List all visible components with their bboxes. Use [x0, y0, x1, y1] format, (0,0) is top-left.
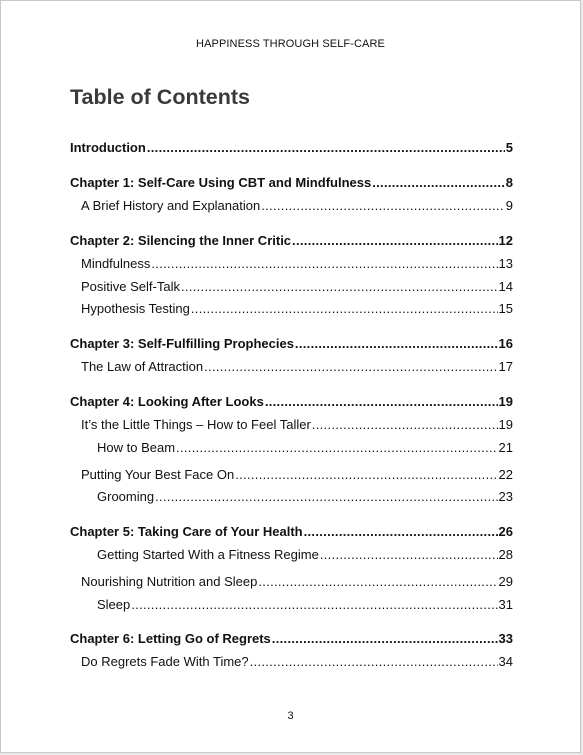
dot-leader [265, 394, 498, 410]
toc-entry-chapter-2[interactable] [70, 233, 513, 249]
toc-entry-label: Chapter 1: Self-Care Using CBT and Mindfulness [70, 175, 372, 190]
toc-entry-chapter-4[interactable] [70, 394, 513, 410]
dot-leader [191, 301, 498, 317]
dot-leader [261, 198, 505, 214]
toc-entry-nutrition-sleep[interactable] [81, 574, 513, 590]
toc-entry-introduction[interactable] [70, 140, 513, 156]
toc-entry-page: 19 [498, 394, 513, 409]
toc-entry-brief-history[interactable] [81, 198, 513, 214]
dot-leader [295, 336, 498, 352]
toc-entry-best-face[interactable] [81, 467, 513, 483]
dot-leader [304, 524, 498, 540]
toc-entry-label: How to Beam [97, 440, 176, 455]
toc-entry-page: 34 [498, 654, 513, 669]
toc-entry-law-of-attraction[interactable] [81, 359, 513, 375]
toc-entry-label: Chapter 2: Silencing the Inner Critic [70, 233, 292, 248]
toc-entry-sleep[interactable] [97, 597, 513, 613]
dot-leader [372, 175, 505, 191]
dot-leader [258, 574, 497, 590]
toc-entry-label: Chapter 3: Self-Fulfilling Prophecies [70, 336, 294, 351]
toc-entry-chapter-1[interactable] [70, 175, 513, 191]
toc-entry-page: 15 [498, 301, 513, 316]
toc-entry-page: 23 [498, 489, 513, 504]
dot-leader [131, 597, 497, 613]
dot-leader [204, 359, 497, 375]
toc-entry-page: 5 [505, 140, 513, 155]
dot-leader [312, 417, 498, 433]
toc-entry-label: Do Regrets Fade With Time? [81, 654, 249, 669]
toc-entry-page: 29 [498, 574, 513, 589]
running-header: HAPPINESS THROUGH SELF-CARE [196, 38, 385, 50]
toc-entry-hypothesis-testing[interactable] [81, 301, 513, 317]
toc-entry-page: 33 [498, 631, 513, 646]
toc-entry-label: Grooming [97, 489, 155, 504]
dot-leader [181, 279, 498, 295]
toc-entry-label: Putting Your Best Face On [81, 467, 235, 482]
page-number: 3 [287, 710, 294, 722]
toc-entry-label: Sleep [97, 597, 131, 612]
dot-leader [250, 654, 498, 670]
dot-leader [235, 467, 497, 483]
dot-leader [176, 440, 497, 456]
toc-entry-label: It’s the Little Things – How to Feel Taller [81, 417, 311, 432]
toc-entry-label: A Brief History and Explanation [81, 198, 261, 213]
toc-entry-page: 31 [498, 597, 513, 612]
toc-entry-grooming[interactable] [97, 489, 513, 505]
dot-leader [155, 489, 497, 505]
dot-leader [272, 631, 498, 647]
toc-entry-label: Mindfulness [81, 256, 151, 271]
toc-title: Table of Contents [70, 85, 250, 109]
toc-entry-page: 21 [498, 440, 513, 455]
toc-entry-label: Chapter 6: Letting Go of Regrets [70, 631, 271, 646]
toc-entry-page: 22 [498, 467, 513, 482]
toc-entry-mindfulness[interactable] [81, 256, 513, 272]
dot-leader [151, 256, 497, 272]
toc-entry-little-things[interactable] [81, 417, 513, 433]
dot-leader [292, 233, 497, 249]
toc-entry-page: 8 [505, 175, 513, 190]
toc-entry-page: 17 [498, 359, 513, 374]
toc-entry-page: 19 [498, 417, 513, 432]
toc-entry-page: 9 [505, 198, 513, 213]
toc-entry-page: 14 [498, 279, 513, 294]
toc-entry-label: Introduction [70, 140, 146, 155]
toc-entry-page: 13 [498, 256, 513, 271]
toc-entry-label: Hypothesis Testing [81, 301, 190, 316]
toc-entry-label: The Law of Attraction [81, 359, 204, 374]
toc-entry-positive-self-talk[interactable] [81, 279, 513, 295]
toc-entry-regrets-fade[interactable] [81, 654, 513, 670]
toc-entry-chapter-6[interactable] [70, 631, 513, 647]
toc-entry-how-to-beam[interactable] [97, 440, 513, 456]
toc-entry-label: Nourishing Nutrition and Sleep [81, 574, 258, 589]
toc-entry-chapter-3[interactable] [70, 336, 513, 352]
toc-entry-label: Getting Started With a Fitness Regime [97, 547, 319, 562]
toc-entry-page: 12 [498, 233, 513, 248]
toc-entry-page: 16 [498, 336, 513, 351]
toc-entry-fitness-regime[interactable] [97, 547, 513, 563]
toc-entry-label: Chapter 5: Taking Care of Your Health [70, 524, 303, 539]
toc-entry-chapter-5[interactable] [70, 524, 513, 540]
toc-entry-page: 26 [498, 524, 513, 539]
dot-leader [147, 140, 505, 156]
toc-entry-label: Chapter 4: Looking After Looks [70, 394, 264, 409]
dot-leader [320, 547, 498, 563]
toc-entry-page: 28 [498, 547, 513, 562]
toc-entry-label: Positive Self-Talk [81, 279, 180, 294]
